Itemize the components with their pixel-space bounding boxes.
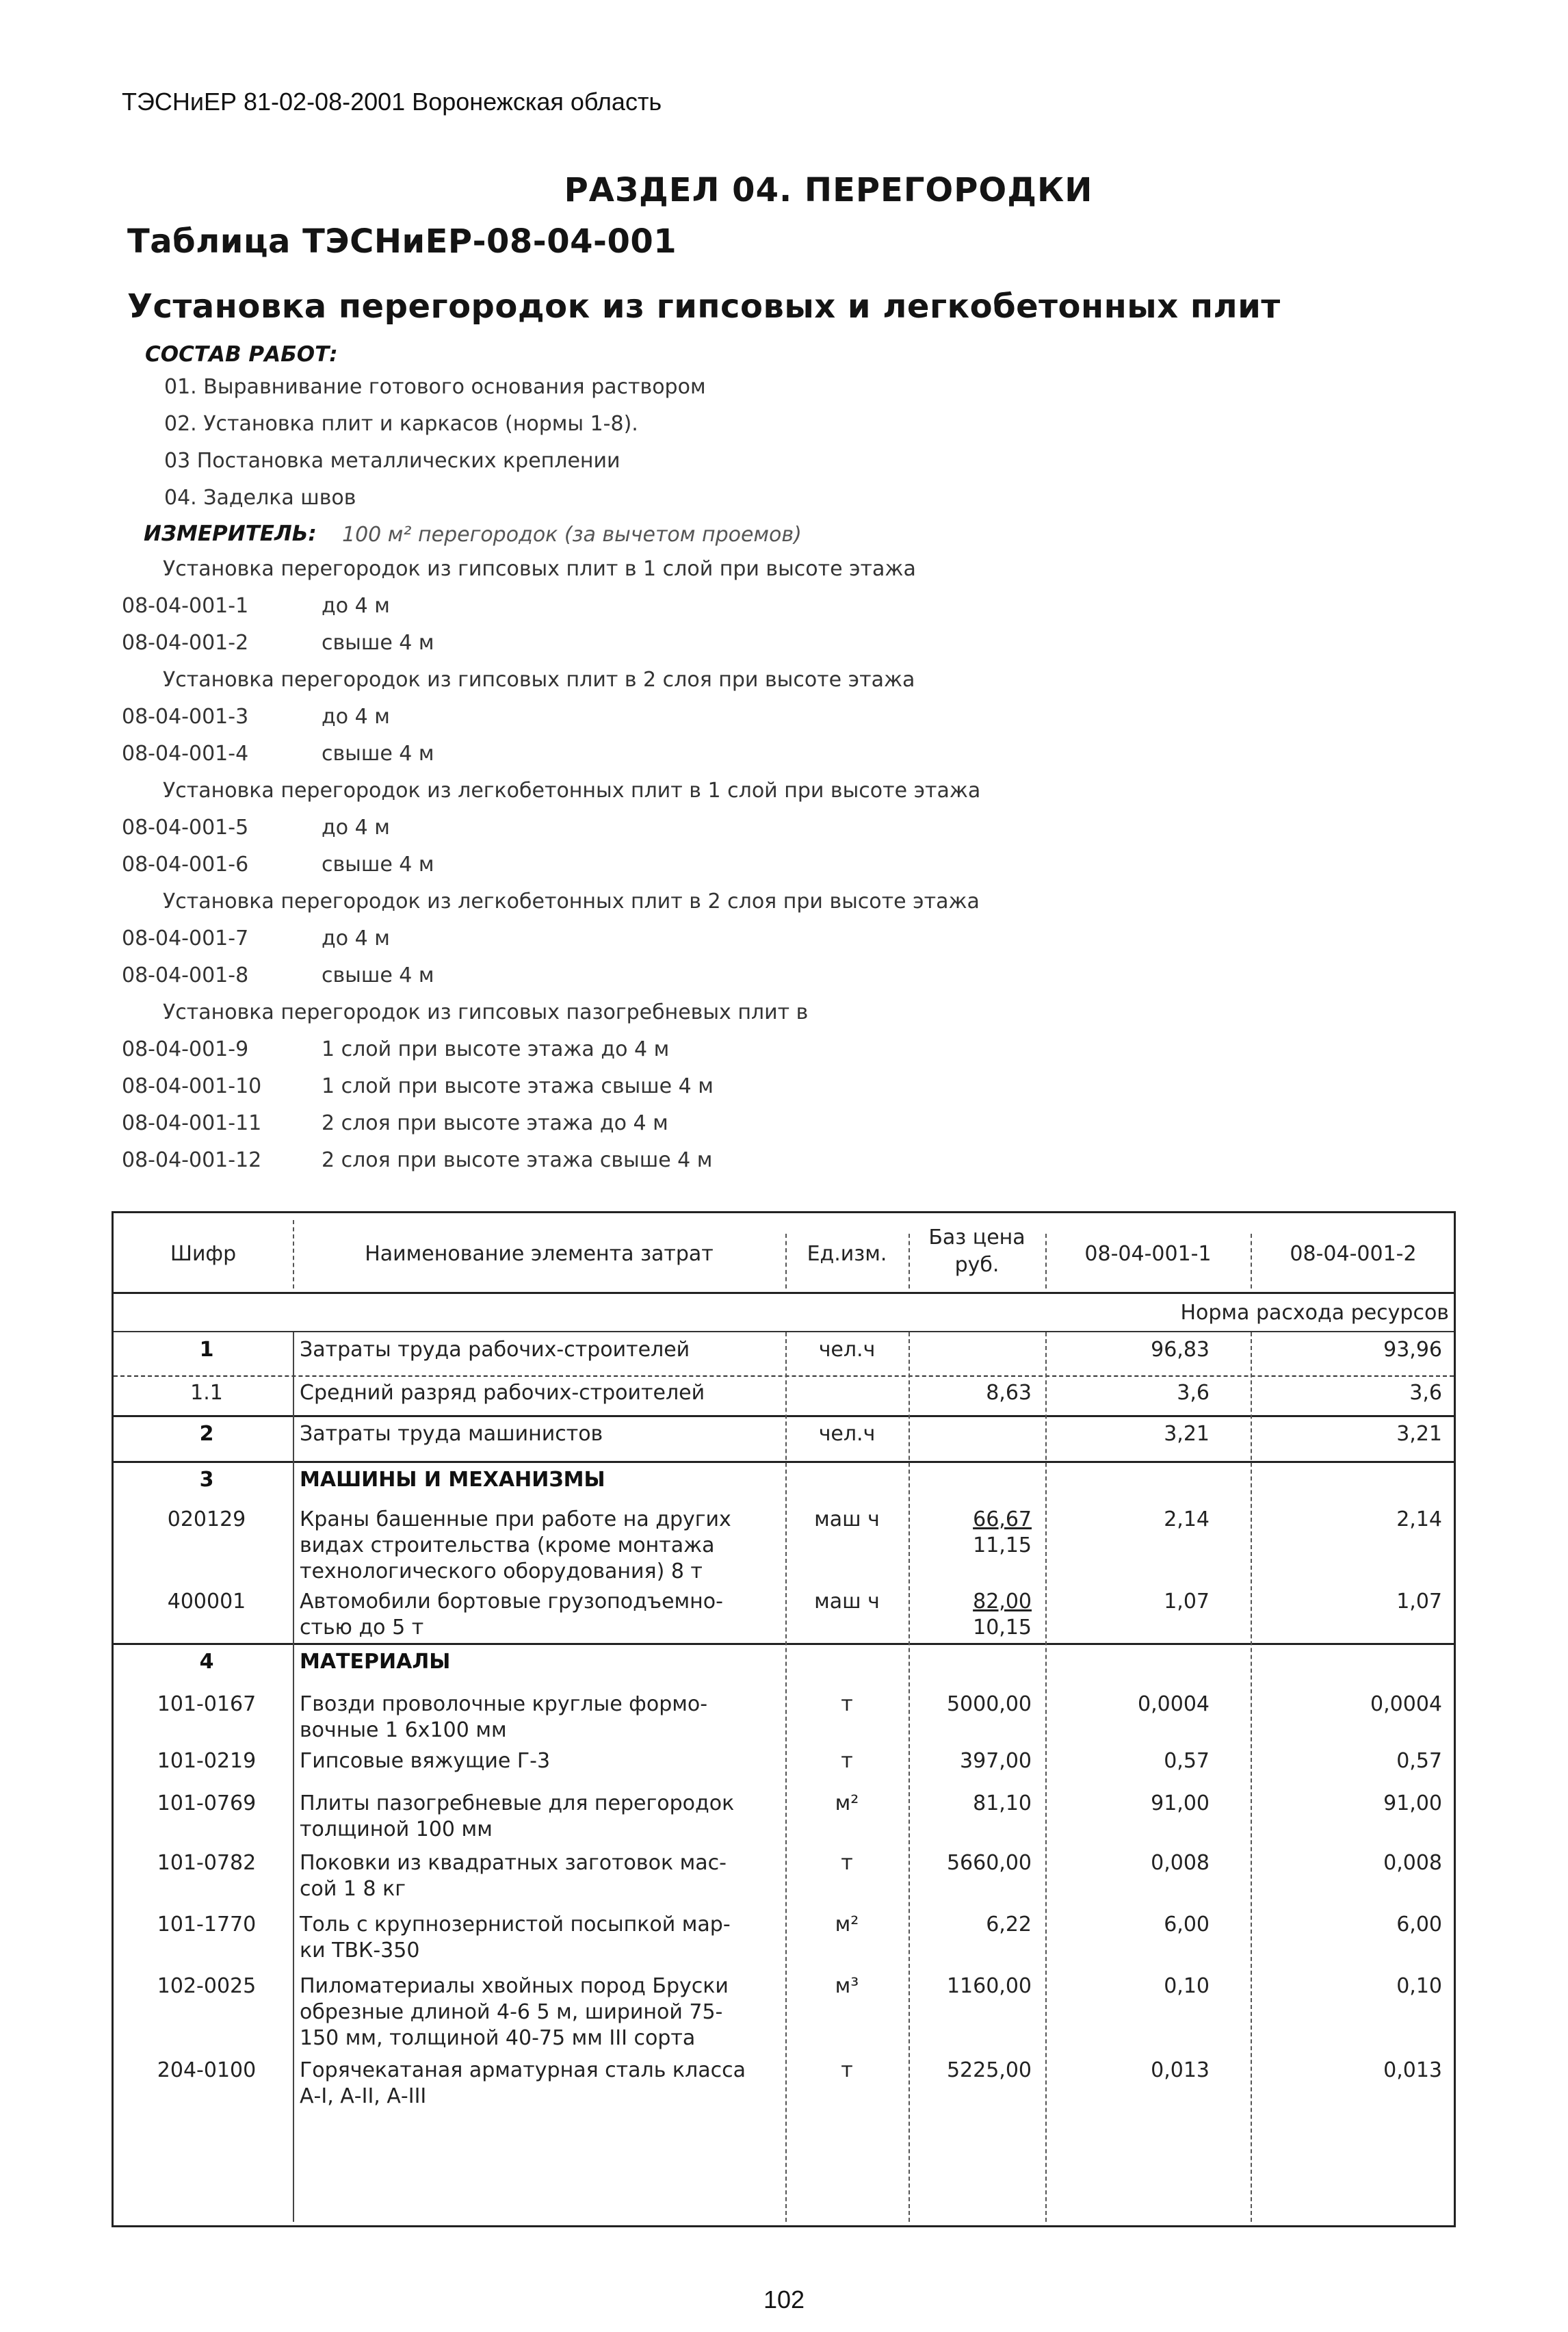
row-norm-1: 0,57 <box>1164 1749 1210 1773</box>
page-number: 102 <box>763 2285 805 2314</box>
meter-label: ИЗМЕРИТЕЛЬ: <box>144 521 317 546</box>
row-price: 11,15 <box>973 1533 1032 1557</box>
row-unit: маш ч <box>814 1507 880 1531</box>
row-price: 82,00 <box>973 1590 1032 1614</box>
row-name: Затраты труда машинистов <box>300 1422 603 1446</box>
column-separator <box>293 1332 294 2222</box>
row-unit: чел.ч <box>818 1338 876 1362</box>
composition-item: 01. Выравнивание готового основания раствором <box>164 375 706 399</box>
norm-code: 08-04-001-7 <box>122 927 249 950</box>
caption-divider <box>114 1331 1454 1332</box>
column-separator <box>1045 1332 1047 2222</box>
row-name: МАШИНЫ И МЕХАНИЗМЫ <box>300 1468 605 1492</box>
header-separator <box>785 1234 787 1288</box>
row-name: видах строительства (кроме монтажа <box>300 1533 715 1557</box>
row-name: Толь с крупнозернистой посыпкой мар- <box>300 1913 731 1936</box>
row-name: стью до 5 т <box>300 1616 424 1640</box>
row-norm-1: 96,83 <box>1151 1338 1210 1362</box>
header-norm-1: 08-04-001-1 <box>1084 1242 1212 1266</box>
section-title: РАЗДЕЛ 04. ПЕРЕГОРОДКИ <box>564 171 1093 209</box>
work-title: Установка перегородок из гипсовых и легкобетонных плит <box>127 287 1281 326</box>
row-norm-2: 0,10 <box>1396 1974 1442 1998</box>
resource-table <box>112 1211 1456 2227</box>
group-title: Установка перегородок из легкобетонных плит в 1 слой при высоте этажа <box>163 779 981 803</box>
header-price-line2: руб. <box>954 1253 999 1277</box>
norm-description: 1 слой при высоте этажа свыше 4 м <box>322 1074 714 1098</box>
header-unit: Ед.изм. <box>807 1242 887 1266</box>
section-divider <box>114 1461 1454 1463</box>
norm-code: 08-04-001-12 <box>122 1148 262 1172</box>
norm-description: свыше 4 м <box>322 963 434 987</box>
header-name: Наименование элемента затрат <box>365 1242 714 1266</box>
header-separator <box>1251 1234 1252 1288</box>
row-unit: т <box>841 1851 853 1875</box>
header-separator <box>293 1220 294 1288</box>
norm-code: 08-04-001-10 <box>122 1074 262 1098</box>
row-price: 8,63 <box>986 1381 1032 1405</box>
row-price: 397,00 <box>960 1749 1032 1773</box>
norm-code: 08-04-001-6 <box>122 853 249 877</box>
norm-description: 2 слоя при высоте этажа свыше 4 м <box>322 1148 713 1172</box>
row-code: 400001 <box>167 1590 246 1614</box>
section-divider <box>114 1415 1454 1417</box>
norm-code: 08-04-001-4 <box>122 742 249 766</box>
row-norm-1: 6,00 <box>1164 1913 1210 1936</box>
norm-description: до 4 м <box>322 705 390 729</box>
section-divider <box>114 1643 1454 1645</box>
row-name: Поковки из квадратных заготовок мас- <box>300 1851 727 1875</box>
row-unit: т <box>841 1692 853 1716</box>
row-unit: м² <box>835 1913 859 1936</box>
composition-item: 04. Заделка швов <box>164 486 356 510</box>
composition-item: 03 Постановка металлических креплении <box>164 449 620 473</box>
row-unit: м³ <box>835 1974 859 1998</box>
row-code: 020129 <box>167 1507 246 1531</box>
meter-value: 100 м² перегородок (за вычетом проемов) <box>342 523 802 547</box>
norm-description: до 4 м <box>322 927 390 950</box>
row-norm-2: 0,008 <box>1383 1851 1442 1875</box>
norm-description: 2 слоя при высоте этажа до 4 м <box>322 1111 668 1135</box>
header-norm-2: 08-04-001-2 <box>1290 1242 1417 1266</box>
header-code: Шифр <box>170 1242 237 1266</box>
row-unit: т <box>841 2058 853 2082</box>
row-norm-2: 0,57 <box>1396 1749 1442 1773</box>
row-price: 1160,00 <box>946 1974 1032 1998</box>
row-price: 5000,00 <box>946 1692 1032 1716</box>
row-price: 81,10 <box>973 1791 1032 1815</box>
norm-description: свыше 4 м <box>322 853 434 877</box>
row-norm-1: 0,013 <box>1151 2058 1210 2082</box>
norm-code: 08-04-001-1 <box>122 594 249 618</box>
row-norm-2: 3,21 <box>1396 1422 1442 1446</box>
row-code: 4 <box>199 1650 214 1674</box>
row-name: обрезные длиной 4-6 5 м, шириной 75- <box>300 2000 723 2024</box>
row-code: 101-1770 <box>157 1913 257 1936</box>
row-name: 150 мм, толщиной 40-75 мм III сорта <box>300 2026 696 2050</box>
row-norm-1: 91,00 <box>1151 1791 1210 1815</box>
norm-description: до 4 м <box>322 594 390 618</box>
row-norm-1: 3,21 <box>1164 1422 1210 1446</box>
column-separator <box>785 1332 787 2222</box>
row-name: вочные 1 6x100 мм <box>300 1718 507 1742</box>
row-code: 1.1 <box>190 1381 223 1405</box>
row-norm-2: 3,6 <box>1409 1381 1442 1405</box>
row-name: ки ТВК-350 <box>300 1939 420 1962</box>
row-norm-1: 3,6 <box>1177 1381 1210 1405</box>
row-name: Гипсовые вяжущие Г-3 <box>300 1749 551 1773</box>
group-title: Установка перегородок из гипсовых плит в 1 слой при высоте этажа <box>163 557 916 581</box>
header-divider <box>114 1292 1454 1294</box>
row-code: 101-0769 <box>157 1791 257 1815</box>
norm-description: свыше 4 м <box>322 742 434 766</box>
row-code: 102-0025 <box>157 1974 257 1998</box>
row-name: толщиной 100 мм <box>300 1817 493 1841</box>
row-norm-2: 6,00 <box>1396 1913 1442 1936</box>
table-title: Таблица ТЭСНиЕР-08-04-001 <box>127 222 677 261</box>
row-unit: чел.ч <box>818 1422 876 1446</box>
row-code: 2 <box>199 1422 214 1446</box>
group-title: Установка перегородок из легкобетонных плит в 2 слоя при высоте этажа <box>163 890 980 914</box>
row-norm-1: 0,0004 <box>1138 1692 1210 1716</box>
row-price: 66,67 <box>973 1507 1032 1531</box>
row-name: МАТЕРИАЛЫ <box>300 1650 451 1674</box>
composition-item: 02. Установка плит и каркасов (нормы 1-8). <box>164 412 638 436</box>
row-norm-2: 91,00 <box>1383 1791 1442 1815</box>
row-norm-2: 0,013 <box>1383 2058 1442 2082</box>
norm-description: свыше 4 м <box>322 631 434 655</box>
row-name: Плиты пазогребневые для перегородок <box>300 1791 735 1815</box>
norm-code: 08-04-001-5 <box>122 816 249 840</box>
norm-code: 08-04-001-11 <box>122 1111 262 1135</box>
row-name: Пиломатериалы хвойных пород Бруски <box>300 1974 729 1998</box>
row-name: Гвозди проволочные круглые формо- <box>300 1692 708 1716</box>
group-title: Установка перегородок из гипсовых пазогребневых плит в <box>163 1000 809 1024</box>
row-price: 5225,00 <box>946 2058 1032 2082</box>
composition-label: СОСТАВ РАБОТ: <box>145 342 338 367</box>
row-code: 101-0782 <box>157 1851 257 1875</box>
header-separator <box>909 1234 910 1288</box>
row-price: 5660,00 <box>946 1851 1032 1875</box>
group-title: Установка перегородок из гипсовых плит в 2 слоя при высоте этажа <box>163 668 915 692</box>
row-norm-2: 1,07 <box>1396 1590 1442 1614</box>
row-norm-2: 2,14 <box>1396 1507 1442 1531</box>
row-norm-2: 0,0004 <box>1370 1692 1442 1716</box>
document-header: ТЭСНиЕР 81-02-08-2001 Воронежская область <box>122 88 662 116</box>
norm-description: до 4 м <box>322 816 390 840</box>
row-name: технологического оборудования) 8 т <box>300 1559 703 1583</box>
row-norm-1: 1,07 <box>1164 1590 1210 1614</box>
norm-code: 08-04-001-2 <box>122 631 249 655</box>
norm-caption: Норма расхода ресурсов <box>1180 1301 1449 1325</box>
column-separator <box>1251 1332 1252 2222</box>
row-name: Затраты труда рабочих-строителей <box>300 1338 690 1362</box>
row-name: Автомобили бортовые грузоподъемно- <box>300 1590 723 1614</box>
row-norm-2: 93,96 <box>1383 1338 1442 1362</box>
norm-code: 08-04-001-3 <box>122 705 249 729</box>
row-name: сой 1 8 кг <box>300 1877 406 1901</box>
row-norm-1: 2,14 <box>1164 1507 1210 1531</box>
row-price: 10,15 <box>973 1616 1032 1640</box>
row-code: 204-0100 <box>157 2058 257 2082</box>
header-price-line1: Баз цена <box>928 1226 1025 1249</box>
row-unit: м² <box>835 1791 859 1815</box>
row-code: 3 <box>199 1468 214 1492</box>
row-name: Краны башенные при работе на других <box>300 1507 731 1531</box>
row-name: Средний разряд рабочих-строителей <box>300 1381 705 1405</box>
row-divider <box>114 1375 1454 1377</box>
row-norm-1: 0,008 <box>1151 1851 1210 1875</box>
norm-code: 08-04-001-9 <box>122 1037 249 1061</box>
row-unit: маш ч <box>814 1590 880 1614</box>
row-norm-1: 0,10 <box>1164 1974 1210 1998</box>
row-name: А-I, А-II, А-III <box>300 2084 427 2108</box>
row-code: 101-0167 <box>157 1692 257 1716</box>
column-separator <box>909 1332 910 2222</box>
row-price: 6,22 <box>986 1913 1032 1936</box>
norm-description: 1 слой при высоте этажа до 4 м <box>322 1037 670 1061</box>
norm-code: 08-04-001-8 <box>122 963 249 987</box>
row-code: 1 <box>199 1338 214 1362</box>
header-separator <box>1045 1234 1047 1288</box>
row-name: Горячекатаная арматурная сталь класса <box>300 2058 746 2082</box>
row-code: 101-0219 <box>157 1749 257 1773</box>
row-unit: т <box>841 1749 853 1773</box>
